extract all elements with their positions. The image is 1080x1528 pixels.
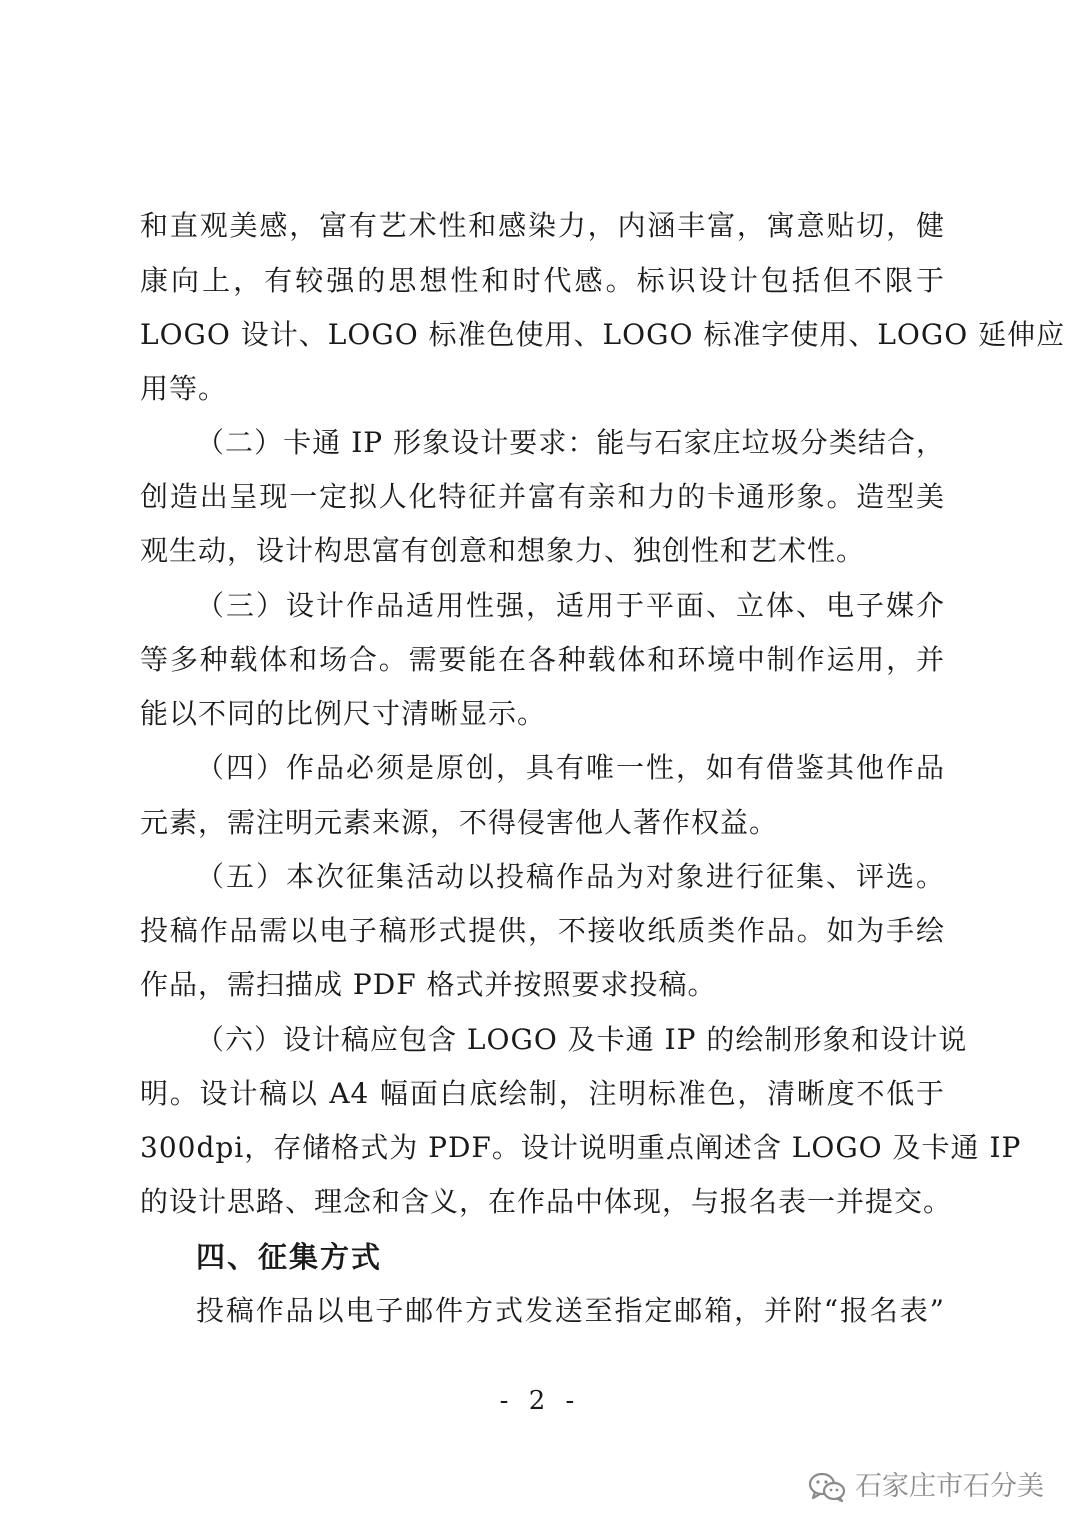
paragraph-line: （五）本次征集活动以投稿作品为对象进行征集、评选。 [196,860,945,893]
paragraph-line: 康向上，有较强的思想性和时代感。标识设计包括但不限于 [140,264,945,297]
paragraph-line: （三）设计作品适用性强，适用于平面、立体、电子媒介 [196,589,945,622]
paragraph-line: 能以不同的比例尺寸清晰显示。 [140,697,547,730]
paragraph-line: 用等。 [140,372,228,405]
watermark-text: 石家庄市石分美 [855,1471,1044,1502]
paragraph-line: 创造出呈现一定拟人化特征并富有亲和力的卡通形象。造型美 [140,480,945,513]
paragraph-line: 投稿作品以电子邮件方式发送至指定邮箱，并附“报名表” [196,1294,945,1327]
paragraph-line: （二）卡通 IP 形象设计要求：能与石家庄垃圾分类结合， [196,426,945,459]
page-number: - 2 - [499,1386,581,1416]
paragraph-line: 作品，需扫描成 PDF 格式并按照要求投稿。 [140,968,717,1001]
paragraph-line: （六）设计稿应包含 LOGO 及卡通 IP 的绘制形象和设计说 [196,1023,968,1056]
paragraph-line: 明。设计稿以 A4 幅面白底绘制，注明标准色，清晰度不低于 [140,1077,945,1110]
watermark [807,1470,1044,1504]
paragraph-line: 300dpi，存储格式为 PDF。设计说明重点阐述含 LOGO 及卡通 IP [140,1131,1022,1164]
paragraph-line: 的设计思路、理念和含义，在作品中体现，与报名表一并提交。 [140,1185,953,1218]
paragraph-line: LOGO 设计、LOGO 标准色使用、LOGO 标准字使用、LOGO 延伸应 [140,318,1066,351]
paragraph-line: 观生动，设计构思富有创意和想象力、独创性和艺术性。 [140,534,866,567]
wechat-icon [807,1471,847,1503]
paragraph-line: 和直观美感，富有艺术性和感染力，内涵丰富，寓意贴切，健 [140,209,945,242]
section-heading: 四、征集方式 [196,1240,383,1274]
paragraph-line: （四）作品必须是原创，具有唯一性，如有借鉴其他作品 [196,751,945,784]
paragraph-line: 等多种载体和场合。需要能在各种载体和环境中制作运用，并 [140,643,945,676]
paragraph-line: 元素，需注明元素来源，不得侵害他人著作权益。 [140,806,779,839]
paragraph-line: 投稿作品需以电子稿形式提供，不接收纸质类作品。如为手绘 [140,914,945,947]
